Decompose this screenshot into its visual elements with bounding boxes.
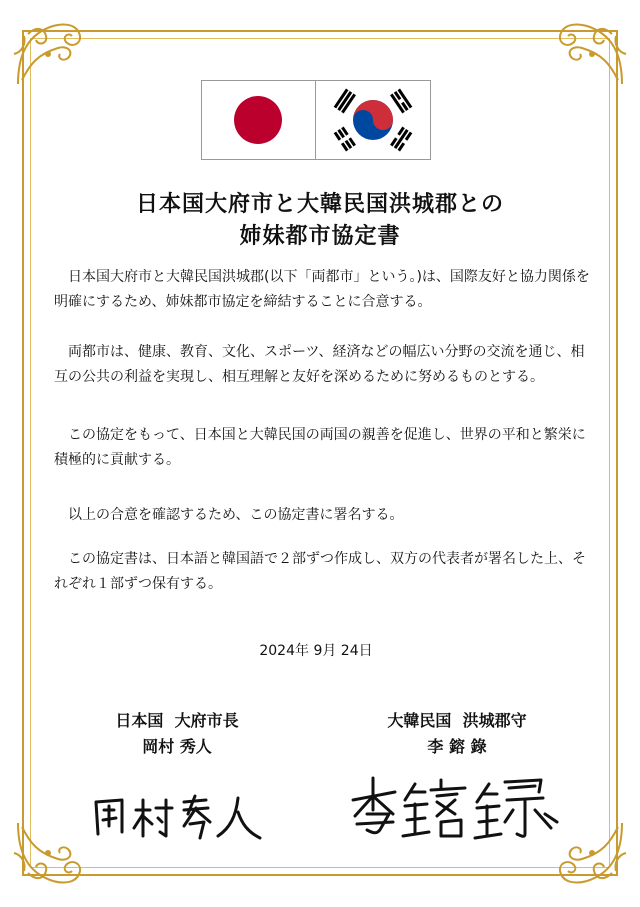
japan-flag-icon: [201, 80, 316, 160]
document-title-line2: 姉妹都市協定書: [239, 223, 401, 249]
japan-signatory-name: 岡村 秀人: [142, 737, 212, 756]
corner-ornament-icon: [8, 813, 88, 893]
agreement-paragraph: この協定書は、日本語と韓国語で２部ずつ作成し、双方の代表者が署名した上、それぞれ１部ずつ保有する。: [54, 551, 586, 592]
agreement-paragraph: 両都市は、健康、教育、文化、スポーツ、経済などの幅広い分野の交流を通じ、相互の公共の利益を実現し、相互理解と友好を深めるために努めるものとする。: [54, 344, 585, 385]
korea-signatory-position: 大韓民国 洪城郡守: [387, 711, 527, 730]
japan-signatory-position: 日本国 大府市長: [115, 711, 239, 730]
signing-date: 2024年 9月 24日: [259, 643, 373, 659]
korea-signatory: [352, 708, 562, 760]
flags-row: [201, 80, 431, 160]
korea-signatory-name: 李 鎔 錄: [427, 737, 487, 756]
japan-signatory: [82, 708, 272, 760]
corner-ornament-icon: [552, 14, 632, 94]
agreement-paragraph: この協定をもって、日本国と大韓民国の両国の親善を促進し、世界の平和と繁栄に積極的に貢献する。: [54, 427, 586, 468]
corner-ornament-icon: [8, 14, 88, 94]
japan-handwritten-signature: [88, 792, 268, 842]
agreement-paragraph: 以上の合意を確認するため、この協定書に署名する。: [68, 507, 404, 523]
south-korea-flag-icon: [316, 80, 431, 160]
agreement-paragraph: 日本国大府市と大韓民国洪城郡(以下「両都市」という。)は、国際友好と協力関係を明確にするため、姉妹都市協定を締結することに合意する。: [54, 269, 590, 310]
document-title-line1: 日本国大府市と大韓民国洪城郡との: [135, 191, 504, 217]
korea-handwritten-signature: [345, 770, 565, 845]
